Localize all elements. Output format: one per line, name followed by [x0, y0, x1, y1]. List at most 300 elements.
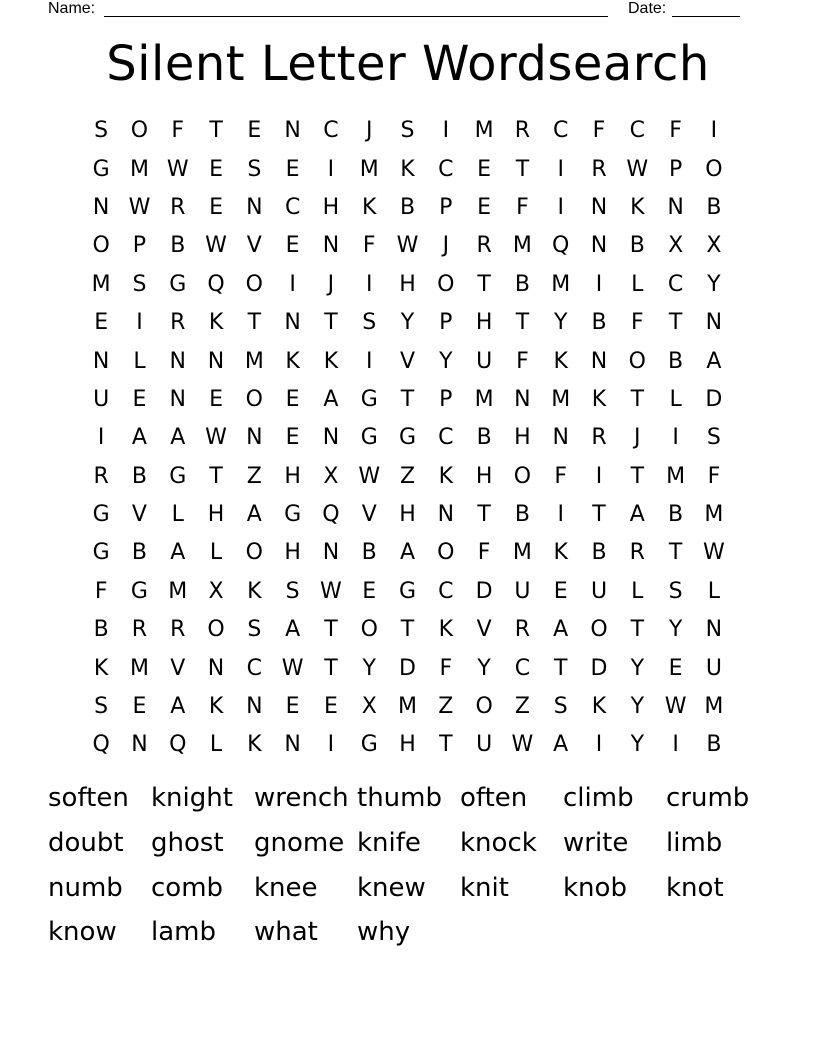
grid-letter: F — [94, 578, 108, 604]
word-bank-item: crumb — [666, 783, 750, 814]
grid-letter: I — [557, 156, 564, 182]
grid-letter: G — [169, 271, 187, 297]
grid-letter: N — [92, 348, 110, 374]
grid-letter: C — [438, 156, 454, 182]
grid-letter: V — [131, 502, 147, 528]
grid-letter: R — [170, 310, 186, 336]
grid-letter: T — [477, 271, 491, 297]
grid-letter: B — [668, 502, 684, 528]
grid-letter: B — [476, 425, 492, 451]
grid-letter: N — [246, 694, 263, 720]
grid-letter: A — [131, 425, 147, 451]
grid-letter: K — [323, 348, 339, 374]
grid-letter: Y — [477, 655, 491, 681]
grid-letter: L — [631, 271, 644, 297]
grid-letter: S — [706, 425, 721, 451]
grid-letter: N — [207, 655, 225, 681]
grid-row — [82, 573, 733, 611]
grid-letter: P — [439, 386, 453, 412]
grid-letter: T — [324, 655, 338, 681]
grid-letter: L — [171, 502, 184, 528]
grid-letter: K — [591, 386, 607, 412]
grid-letter: C — [553, 118, 569, 144]
grid-letter: T — [553, 655, 568, 681]
grid-letter: N — [552, 425, 569, 451]
grid-letter: T — [400, 617, 415, 643]
grid-letter: S — [132, 271, 147, 297]
grid-letter: W — [320, 578, 342, 604]
grid-letter: B — [706, 194, 722, 220]
grid-letter: N — [322, 425, 340, 451]
grid-letter: N — [705, 310, 723, 336]
grid-letter: F — [171, 118, 185, 144]
grid-letter: V — [361, 502, 377, 528]
grid-letter: F — [477, 540, 491, 566]
grid-letter: W — [703, 540, 725, 566]
grid-letter: K — [247, 732, 262, 758]
grid-letter: R — [170, 617, 186, 643]
grid-letter: F — [669, 118, 682, 144]
grid-letter: C — [246, 655, 263, 681]
grid-letter: Y — [707, 271, 721, 297]
grid-letter: L — [209, 732, 223, 758]
grid-letter: U — [514, 578, 531, 604]
grid-letter: A — [170, 540, 186, 566]
grid-letter: M — [551, 271, 571, 297]
grid-letter: E — [362, 578, 377, 604]
grid-letter: S — [400, 118, 415, 144]
word-bank-item: why — [357, 917, 411, 948]
grid-letter: Y — [553, 310, 568, 336]
grid-letter: G — [284, 502, 302, 528]
grid-letter: B — [361, 540, 377, 566]
grid-row — [82, 112, 733, 150]
grid-letter: G — [92, 502, 110, 528]
word-bank-item: knit — [460, 872, 509, 903]
grid-letter: Q — [552, 233, 570, 259]
grid-letter: K — [400, 156, 415, 182]
grid-letter: W — [511, 732, 534, 758]
grid-letter: M — [551, 386, 571, 412]
name-blank-line[interactable] — [104, 16, 608, 17]
grid-row — [82, 458, 733, 496]
grid-letter: W — [358, 463, 381, 489]
grid-letter: I — [557, 194, 564, 220]
grid-letter: O — [92, 233, 110, 259]
grid-letter: A — [706, 348, 722, 374]
grid-letter: S — [94, 694, 109, 720]
grid-letter: W — [128, 194, 151, 220]
grid-letter: K — [630, 194, 645, 220]
grid-letter: B — [629, 233, 645, 259]
grid-letter: R — [170, 194, 186, 220]
grid-letter: N — [92, 194, 110, 220]
grid-letter: T — [630, 463, 645, 489]
grid-letter: I — [595, 732, 603, 758]
grid-letter: M — [398, 694, 418, 720]
grid-letter: C — [514, 655, 531, 681]
grid-letter: S — [247, 617, 262, 643]
word-bank-item: write — [563, 828, 629, 859]
grid-row — [82, 534, 733, 572]
grid-letter: I — [327, 732, 335, 758]
grid-letter: Q — [322, 502, 340, 528]
grid-letter: M — [168, 578, 188, 604]
grid-letter: L — [209, 540, 223, 566]
grid-letter: Z — [514, 694, 530, 720]
grid-letter: O — [245, 540, 263, 566]
grid-letter: E — [94, 310, 109, 336]
grid-letter: N — [705, 617, 723, 643]
grid-letter: A — [246, 502, 262, 528]
grid-letter: H — [514, 425, 531, 451]
grid-letter: O — [207, 617, 225, 643]
grid-letter: N — [322, 540, 340, 566]
grid-letter: M — [704, 502, 724, 528]
grid-letter: R — [93, 463, 109, 489]
word-bank-item: knight — [151, 783, 233, 814]
grid-letter: V — [399, 348, 416, 374]
grid-letter: N — [169, 386, 186, 412]
word-bank-item: knot — [666, 872, 724, 903]
grid-letter: N — [514, 386, 531, 412]
grid-letter: I — [136, 310, 143, 336]
letter-grid — [82, 112, 733, 765]
word-bank — [48, 776, 778, 955]
word-bank-item: comb — [151, 872, 224, 903]
grid-letter: H — [284, 463, 301, 489]
grid-letter: N — [131, 732, 148, 758]
word-bank-item: knob — [563, 872, 627, 903]
grid-letter: T — [515, 310, 530, 336]
grid-letter: Z — [438, 694, 454, 720]
word-row — [48, 776, 778, 821]
grid-letter: U — [705, 655, 722, 681]
grid-letter: K — [208, 694, 224, 720]
grid-letter: O — [513, 463, 532, 489]
grid-row — [82, 227, 733, 265]
grid-letter: F — [439, 655, 453, 681]
grid-letter: G — [92, 540, 110, 566]
grid-letter: X — [668, 233, 684, 259]
grid-letter: O — [437, 540, 455, 566]
grid-letter: D — [475, 578, 493, 604]
grid-letter: B — [131, 540, 147, 566]
grid-letter: W — [281, 655, 304, 681]
grid-letter: K — [285, 348, 300, 374]
grid-letter: C — [629, 118, 645, 144]
grid-letter: N — [284, 118, 301, 144]
grid-letter: L — [669, 386, 682, 412]
grid-letter: E — [209, 386, 223, 412]
grid-letter: H — [399, 502, 416, 528]
grid-letter: N — [437, 502, 455, 528]
grid-letter: E — [209, 156, 223, 182]
grid-letter: H — [399, 271, 416, 297]
grid-letter: Y — [630, 655, 645, 681]
word-bank-item: what — [254, 917, 318, 948]
grid-letter: M — [512, 540, 532, 566]
grid-letter: E — [477, 194, 492, 220]
grid-letter: O — [360, 617, 378, 643]
word-row — [48, 910, 778, 955]
grid-letter: O — [245, 386, 263, 412]
grid-letter: R — [591, 425, 607, 451]
grid-letter: S — [668, 578, 683, 604]
grid-letter: I — [327, 156, 335, 182]
grid-row — [82, 496, 733, 534]
grid-letter: H — [284, 540, 301, 566]
grid-letter: T — [515, 156, 530, 182]
grid-row — [82, 381, 733, 419]
grid-letter: V — [170, 655, 186, 681]
word-bank-item: knife — [357, 828, 421, 859]
grid-letter: T — [400, 386, 415, 412]
grid-letter: W — [205, 233, 227, 259]
grid-letter: I — [595, 271, 603, 297]
word-bank-item: knew — [357, 872, 426, 903]
grid-letter: Y — [439, 348, 453, 374]
grid-letter: S — [247, 156, 262, 182]
grid-letter: A — [553, 617, 569, 643]
grid-letter: B — [591, 540, 607, 566]
grid-letter: K — [362, 194, 377, 220]
grid-letter: P — [439, 194, 453, 220]
grid-letter: U — [476, 732, 493, 758]
grid-letter: M — [91, 271, 111, 297]
word-bank-item: limb — [666, 828, 723, 859]
grid-letter: I — [289, 271, 296, 297]
word-bank-item: doubt — [48, 828, 124, 859]
grid-letter: F — [362, 233, 376, 259]
grid-letter: K — [553, 348, 568, 374]
grid-row — [82, 726, 733, 764]
grid-letter: C — [667, 271, 684, 297]
word-bank-item: knee — [254, 872, 318, 903]
grid-letter: O — [705, 156, 723, 182]
grid-letter: M — [704, 694, 724, 720]
grid-letter: B — [514, 502, 530, 528]
grid-letter: O — [628, 348, 646, 374]
grid-row — [82, 189, 733, 227]
grid-letter: I — [595, 463, 603, 489]
grid-letter: A — [170, 694, 186, 720]
grid-letter: F — [516, 348, 529, 374]
word-bank-item: wrench — [254, 783, 349, 814]
grid-letter: R — [629, 540, 645, 566]
grid-letter: I — [97, 425, 105, 451]
grid-row — [82, 419, 733, 457]
word-bank-item: lamb — [151, 917, 216, 948]
grid-letter: K — [93, 655, 109, 681]
grid-row — [82, 649, 733, 687]
grid-letter: F — [630, 310, 644, 336]
grid-letter: R — [476, 233, 492, 259]
grid-letter: M — [129, 156, 149, 182]
grid-row — [82, 342, 733, 380]
grid-letter: Z — [399, 463, 416, 489]
grid-letter: D — [590, 655, 608, 681]
grid-letter: N — [590, 233, 608, 259]
grid-letter: S — [285, 578, 300, 604]
grid-letter: O — [245, 271, 263, 297]
grid-letter: O — [475, 694, 493, 720]
grid-letter: T — [247, 310, 262, 336]
grid-letter: G — [130, 578, 148, 604]
word-bank-item: soften — [48, 783, 129, 814]
grid-letter: E — [285, 233, 300, 259]
grid-letter: G — [360, 386, 378, 412]
grid-letter: N — [207, 348, 225, 374]
grid-letter: F — [592, 118, 606, 144]
grid-letter: T — [324, 310, 338, 336]
header — [48, 0, 748, 20]
grid-letter: A — [629, 502, 645, 528]
grid-letter: U — [476, 348, 493, 374]
page-title: Silent Letter Wordsearch — [106, 36, 710, 92]
grid-letter: K — [438, 617, 454, 643]
grid-letter: A — [553, 732, 569, 758]
grid-letter: E — [247, 118, 262, 144]
grid-letter: N — [284, 732, 301, 758]
grid-letter: E — [132, 386, 147, 412]
grid-letter: G — [360, 425, 378, 451]
grid-letter: J — [442, 233, 450, 259]
word-row — [48, 821, 778, 866]
date-label: Date: — [628, 0, 667, 17]
grid-row — [82, 150, 733, 188]
grid-letter: A — [170, 425, 186, 451]
grid-letter: A — [285, 617, 301, 643]
grid-letter: B — [668, 348, 684, 374]
grid-letter: R — [131, 617, 148, 643]
grid-letter: B — [170, 233, 186, 259]
grid-letter: H — [207, 502, 225, 528]
grid-letter: U — [590, 578, 608, 604]
grid-row — [82, 611, 733, 649]
grid-letter: B — [706, 732, 722, 758]
grid-letter: J — [327, 271, 335, 297]
grid-letter: I — [557, 502, 564, 528]
grid-letter: E — [477, 156, 492, 182]
grid-letter: X — [323, 463, 339, 489]
grid-letter: X — [208, 578, 224, 604]
grid-letter: V — [476, 617, 492, 643]
grid-letter: E — [553, 578, 568, 604]
grid-letter: N — [169, 348, 186, 374]
grid-letter: G — [360, 732, 378, 758]
grid-letter: Z — [246, 463, 262, 489]
grid-letter: S — [94, 118, 109, 144]
word-bank-item: knock — [460, 828, 537, 859]
grid-letter: A — [323, 386, 339, 412]
grid-letter: C — [438, 425, 454, 451]
grid-letter: W — [205, 425, 227, 451]
grid-letter: D — [399, 655, 416, 681]
grid-letter: W — [664, 694, 687, 720]
grid-letter: G — [398, 425, 417, 451]
grid-letter: E — [209, 194, 223, 220]
grid-letter: G — [398, 578, 417, 604]
grid-letter: L — [631, 578, 644, 604]
grid-letter: E — [323, 694, 338, 720]
grid-letter: W — [396, 233, 419, 259]
grid-letter: I — [710, 118, 718, 144]
grid-letter: K — [591, 694, 607, 720]
grid-letter: T — [668, 310, 683, 336]
grid-letter: O — [437, 271, 455, 297]
grid-row — [82, 266, 733, 304]
word-bank-item: climb — [563, 783, 634, 814]
grid-letter: V — [246, 233, 262, 259]
grid-letter: H — [399, 732, 416, 758]
grid-letter: I — [672, 732, 679, 758]
grid-letter: Q — [207, 271, 225, 297]
grid-letter: Y — [400, 310, 415, 336]
grid-letter: F — [554, 463, 568, 489]
grid-letter: A — [399, 540, 416, 566]
date-blank-line[interactable] — [672, 16, 740, 17]
word-row — [48, 865, 778, 910]
grid-letter: E — [285, 694, 300, 720]
grid-letter: C — [284, 194, 301, 220]
grid-letter: H — [322, 194, 340, 220]
grid-letter: X — [706, 233, 722, 259]
grid-letter: Y — [630, 732, 645, 758]
grid-letter: B — [131, 463, 147, 489]
grid-letter: P — [439, 310, 453, 336]
grid-letter: Y — [362, 655, 376, 681]
word-bank-item: gnome — [254, 828, 345, 859]
grid-letter: B — [514, 271, 530, 297]
grid-letter: E — [668, 655, 683, 681]
grid-letter: K — [553, 540, 568, 566]
grid-letter: K — [208, 310, 224, 336]
grid-letter: H — [475, 310, 493, 336]
grid-letter: L — [707, 578, 721, 604]
grid-letter: M — [474, 118, 494, 144]
grid-letter: M — [359, 156, 379, 182]
grid-letter: N — [284, 310, 301, 336]
grid-letter: M — [129, 655, 149, 681]
word-bank-item: ghost — [151, 828, 224, 859]
grid-letter: T — [630, 386, 645, 412]
word-bank-item: know — [48, 917, 117, 948]
grid-letter: G — [92, 156, 110, 182]
grid-row — [82, 688, 733, 726]
grid-letter: F — [516, 194, 529, 220]
grid-letter: B — [399, 194, 416, 220]
word-bank-item: thumb — [357, 783, 442, 814]
grid-letter: L — [133, 348, 146, 374]
grid-letter: W — [166, 156, 189, 182]
word-bank-item: often — [460, 783, 528, 814]
grid-letter: K — [247, 578, 262, 604]
grid-letter: S — [362, 310, 377, 336]
grid-letter: E — [285, 156, 300, 182]
grid-letter: G — [169, 463, 187, 489]
grid-letter: T — [324, 617, 338, 643]
grid-letter: X — [361, 694, 377, 720]
grid-letter: M — [244, 348, 264, 374]
grid-letter: T — [209, 118, 223, 144]
grid-letter: Q — [169, 732, 187, 758]
grid-letter: N — [590, 194, 608, 220]
grid-letter: Y — [630, 694, 645, 720]
grid-letter: I — [365, 271, 373, 297]
grid-letter: T — [668, 540, 683, 566]
grid-letter: E — [285, 386, 300, 412]
